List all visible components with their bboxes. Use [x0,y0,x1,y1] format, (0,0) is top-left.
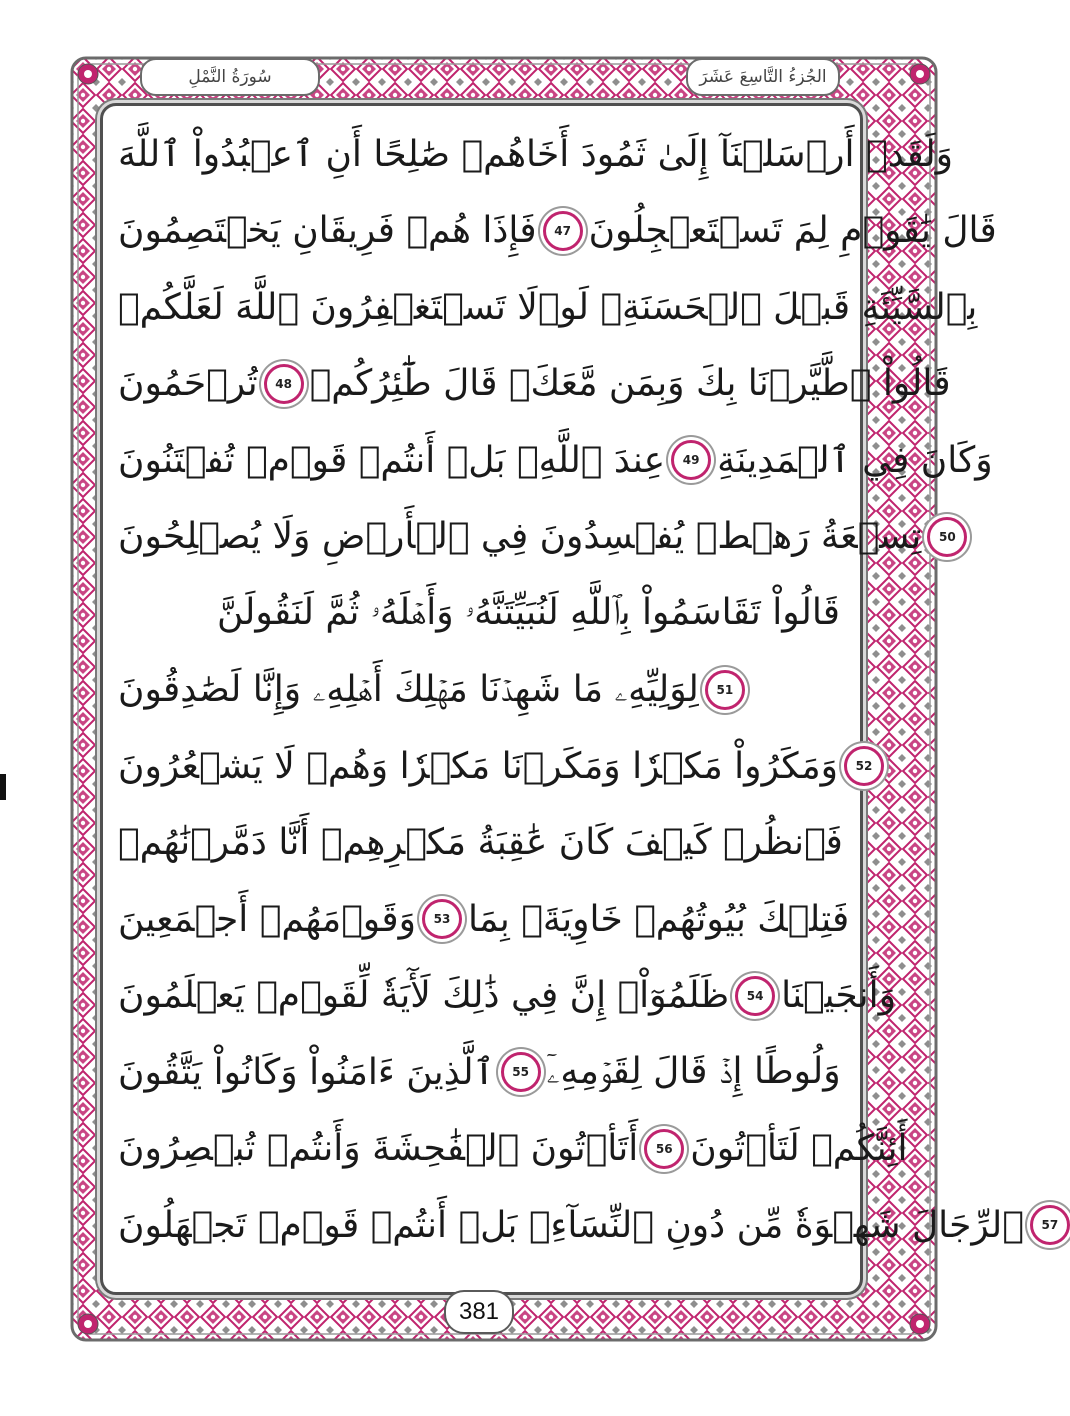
verse-text: وَقَوۡمَهُمۡ أَجۡمَعِينَ [118,898,416,940]
text-line [118,118,954,190]
verse-text: قَالُواْ تَقَاسَمُواْ بِٱللَّهِ لَنُبَيِّتَنَّهُۥ وَأَهۡلَهُۥ ثُمَّ لَنَقُولَنَّ [216,592,840,633]
verse-text: ٱلَّذِينَ ءَامَنُواْ وَكَانُواْ يَتَّقُونَ [118,1051,495,1093]
verse-text: وَلُوطًا إِذۡ قَالَ لِقَوۡمِهِۦٓ [546,1051,841,1092]
text-line [118,577,840,649]
juz-label: الجُزءُ التَّاسِعَ عَشَرَ [686,58,840,96]
ayah-number-marker: 48 [264,364,304,404]
ayah-number-marker: 56 [644,1129,684,1169]
ayah-number-marker: 52 [844,746,884,786]
verse-text: تُرۡحَمُونَ [118,363,258,404]
text-line [118,1189,1059,1261]
ayah-number-marker: 55 [501,1052,541,1092]
ayah-number-marker: 49 [671,440,711,480]
verse-text: ٱلرِّجَالَ شَهۡوَةٗ مِّن دُونِ ٱلنِّسَآءِۚ بَلۡ أَنتُمۡ قَوۡمٞ تَجۡهَلُونَ [118,1204,1024,1246]
verse-text: أَئِنَّكُمۡ لَتَأۡتُونَ [690,1128,908,1169]
verse-text: فَتِلۡكَ بُيُوتُهُمۡ خَاوِيَةَۢ بِمَا [467,898,850,940]
edge-mark [0,774,6,800]
ayah-number-marker: 51 [705,670,745,710]
text-line [118,501,956,573]
text-line [118,195,997,267]
verse-text: أَتَأۡتُونَ ٱلۡفَٰحِشَةَ وَأَنتُمۡ تُبۡصِرُونَ [118,1128,639,1169]
ayah-number-marker: 53 [422,899,462,939]
text-line [118,424,993,496]
text-line [118,348,951,420]
ayah-number-marker: 54 [735,976,775,1016]
ayah-number-marker: 57 [1030,1205,1070,1245]
text-line [118,1036,840,1108]
ayah-number-marker: 50 [927,517,967,557]
text-line [118,730,873,802]
verse-text: بِٱلسَّيِّئَةِ قَبۡلَ ٱلۡحَسَنَةِۖ لَوۡلَا تَسۡتَغۡفِرُونَ ٱللَّهَ لَعَلَّكُمۡ [118,286,978,328]
verse-text: لِوَلِيِّهِۦ مَا شَهِدۡنَا مَهۡلِكَ أَهۡلِهِۦ وَإِنَّا لَصَٰدِقُونَ [118,668,699,710]
text-line [118,271,978,343]
text-line [118,1113,908,1185]
text-line [118,883,850,955]
verse-text: وَلَقَدۡ أَرۡسَلۡنَآ إِلَىٰ ثَمُودَ أَخَاهُمۡ صَٰلِحًا أَنِ ٱعۡبُدُواْ ٱللَّهَ [118,133,954,175]
verse-text: تِسۡعَةُ رَهۡطٖ يُفۡسِدُونَ فِي ٱلۡأَرۡضِ وَلَا يُصۡلِحُونَ [118,516,922,557]
text-line [118,807,843,879]
verse-text: عِندَ ٱللَّهِۖ بَلۡ أَنتُمۡ قَوۡمٞ تُفۡتَنُونَ [118,439,666,481]
page-number: 381 [444,1290,514,1334]
verse-text: قَالَ يَٰقَوۡمِ لِمَ تَسۡتَعۡجِلُونَ [588,210,997,251]
verse-text: وَأَنجَيۡنَا [781,975,897,1016]
verse-text: وَكَانَ فِي ٱلۡمَدِينَةِ [717,439,993,481]
verse-text: قَالُواْ ٱطَّيَّرۡنَا بِكَ وَبِمَن مَّعَكَۚ قَالَ طَٰٓئِرُكُمۡ [309,363,951,404]
verse-text: فَٱنظُرۡ كَيۡفَ كَانَ عَٰقِبَةُ مَكۡرِهِمۡ أَنَّا دَمَّرۡنَٰهُمۡ [118,822,843,863]
text-line [118,654,840,726]
surah-name-label: سُورَةُ النَّمْلِ [140,58,320,96]
verse-text: ظَلَمُوٓاْۚ إِنَّ فِي ذَٰلِكَ لَأٓيَةٗ لِّقَوۡمٖ يَعۡلَمُونَ [118,975,730,1016]
ayah-number-marker: 47 [543,211,583,251]
text-line [118,960,897,1032]
verse-text: وَمَكَرُواْ مَكۡرٗا وَمَكَرۡنَا مَكۡرٗا وَهُمۡ لَا يَشۡعُرُونَ [118,745,838,787]
verse-text: فَإِذَا هُمۡ فَرِيقَانِ يَخۡتَصِمُونَ [118,210,537,251]
